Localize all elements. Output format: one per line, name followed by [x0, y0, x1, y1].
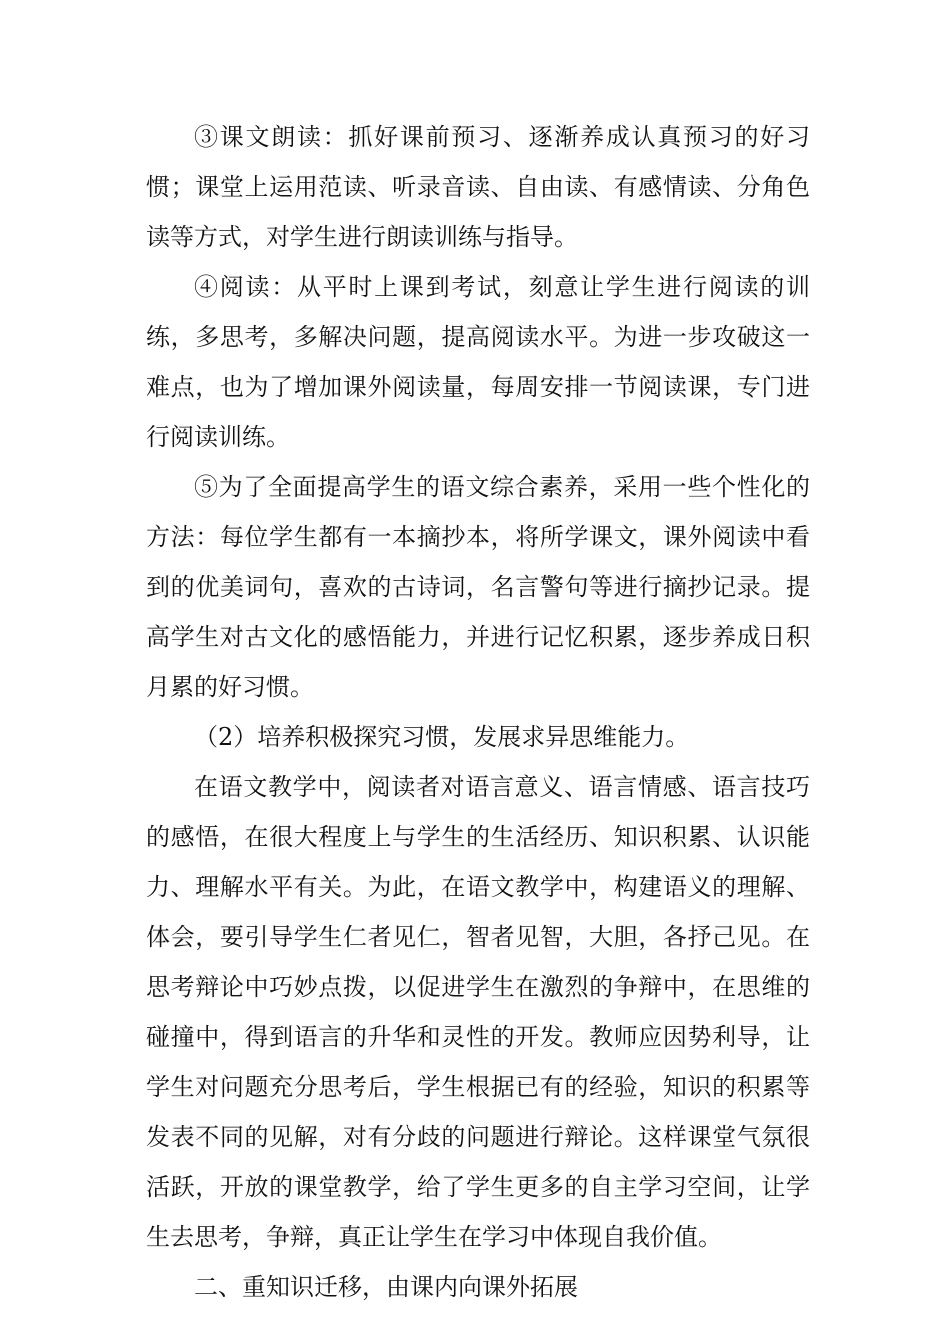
paragraph-reading-aloud: ③课文朗读：抓好课前预习、逐渐养成认真预习的好习惯；课堂上运用范读、听录音读、自由读、有感情读、分角色读等方式，对学生进行朗读训练与指导。 — [146, 123, 810, 251]
paragraph-chinese-teaching: 在语文教学中，阅读者对语言意义、语言情感、语言技巧的感悟，在很大程度上与学生的生活经历、知识积累、认识能力、理解水平有关。为此，在语文教学中，构建语义的理解、体会，要引导学生仁者见仁，智者见智，大胆，各抒己见。在思考辩论中巧妙点拨，以促进学生在激烈的争辩中，在思维的碰撞中，得到语言的升华和灵性的开发。教师应因势利导，让学生对问题充分思考后，学生根据已有的经验，知识的积累等发表不同的见解，对有分歧的问题进行辩论。这样课堂气氛很活跃，开放的课堂教学，给了学生更多的自主学习空间，让学生去思考，争辩，真正让学生在学习中体现自我价值。 — [146, 773, 810, 1251]
paragraph-literacy-methods: ⑤为了全面提高学生的语文综合素养，采用一些个性化的方法：每位学生都有一本摘抄本，将所学课文，课外阅读中看到的优美词句，喜欢的古诗词，名言警句等进行摘抄记录。提高学生对古文化的感悟能力，并进行记忆积累，逐步养成日积月累的好习惯。 — [146, 473, 810, 701]
document-body — [146, 112, 810, 1312]
section-heading-inquiry-habits: （2）培养积极探究习惯，发展求异思维能力。 — [194, 723, 690, 751]
section-heading-knowledge-transfer: 二、重知识迁移，由课内向课外拓展 — [194, 1273, 578, 1301]
paragraph-reading: ④阅读：从平时上课到考试，刻意让学生进行阅读的训练，多思考，多解决问题，提高阅读水平。为进一步攻破这一难点，也为了增加课外阅读量，每周安排一节阅读课，专门进行阅读训练。 — [146, 273, 810, 451]
